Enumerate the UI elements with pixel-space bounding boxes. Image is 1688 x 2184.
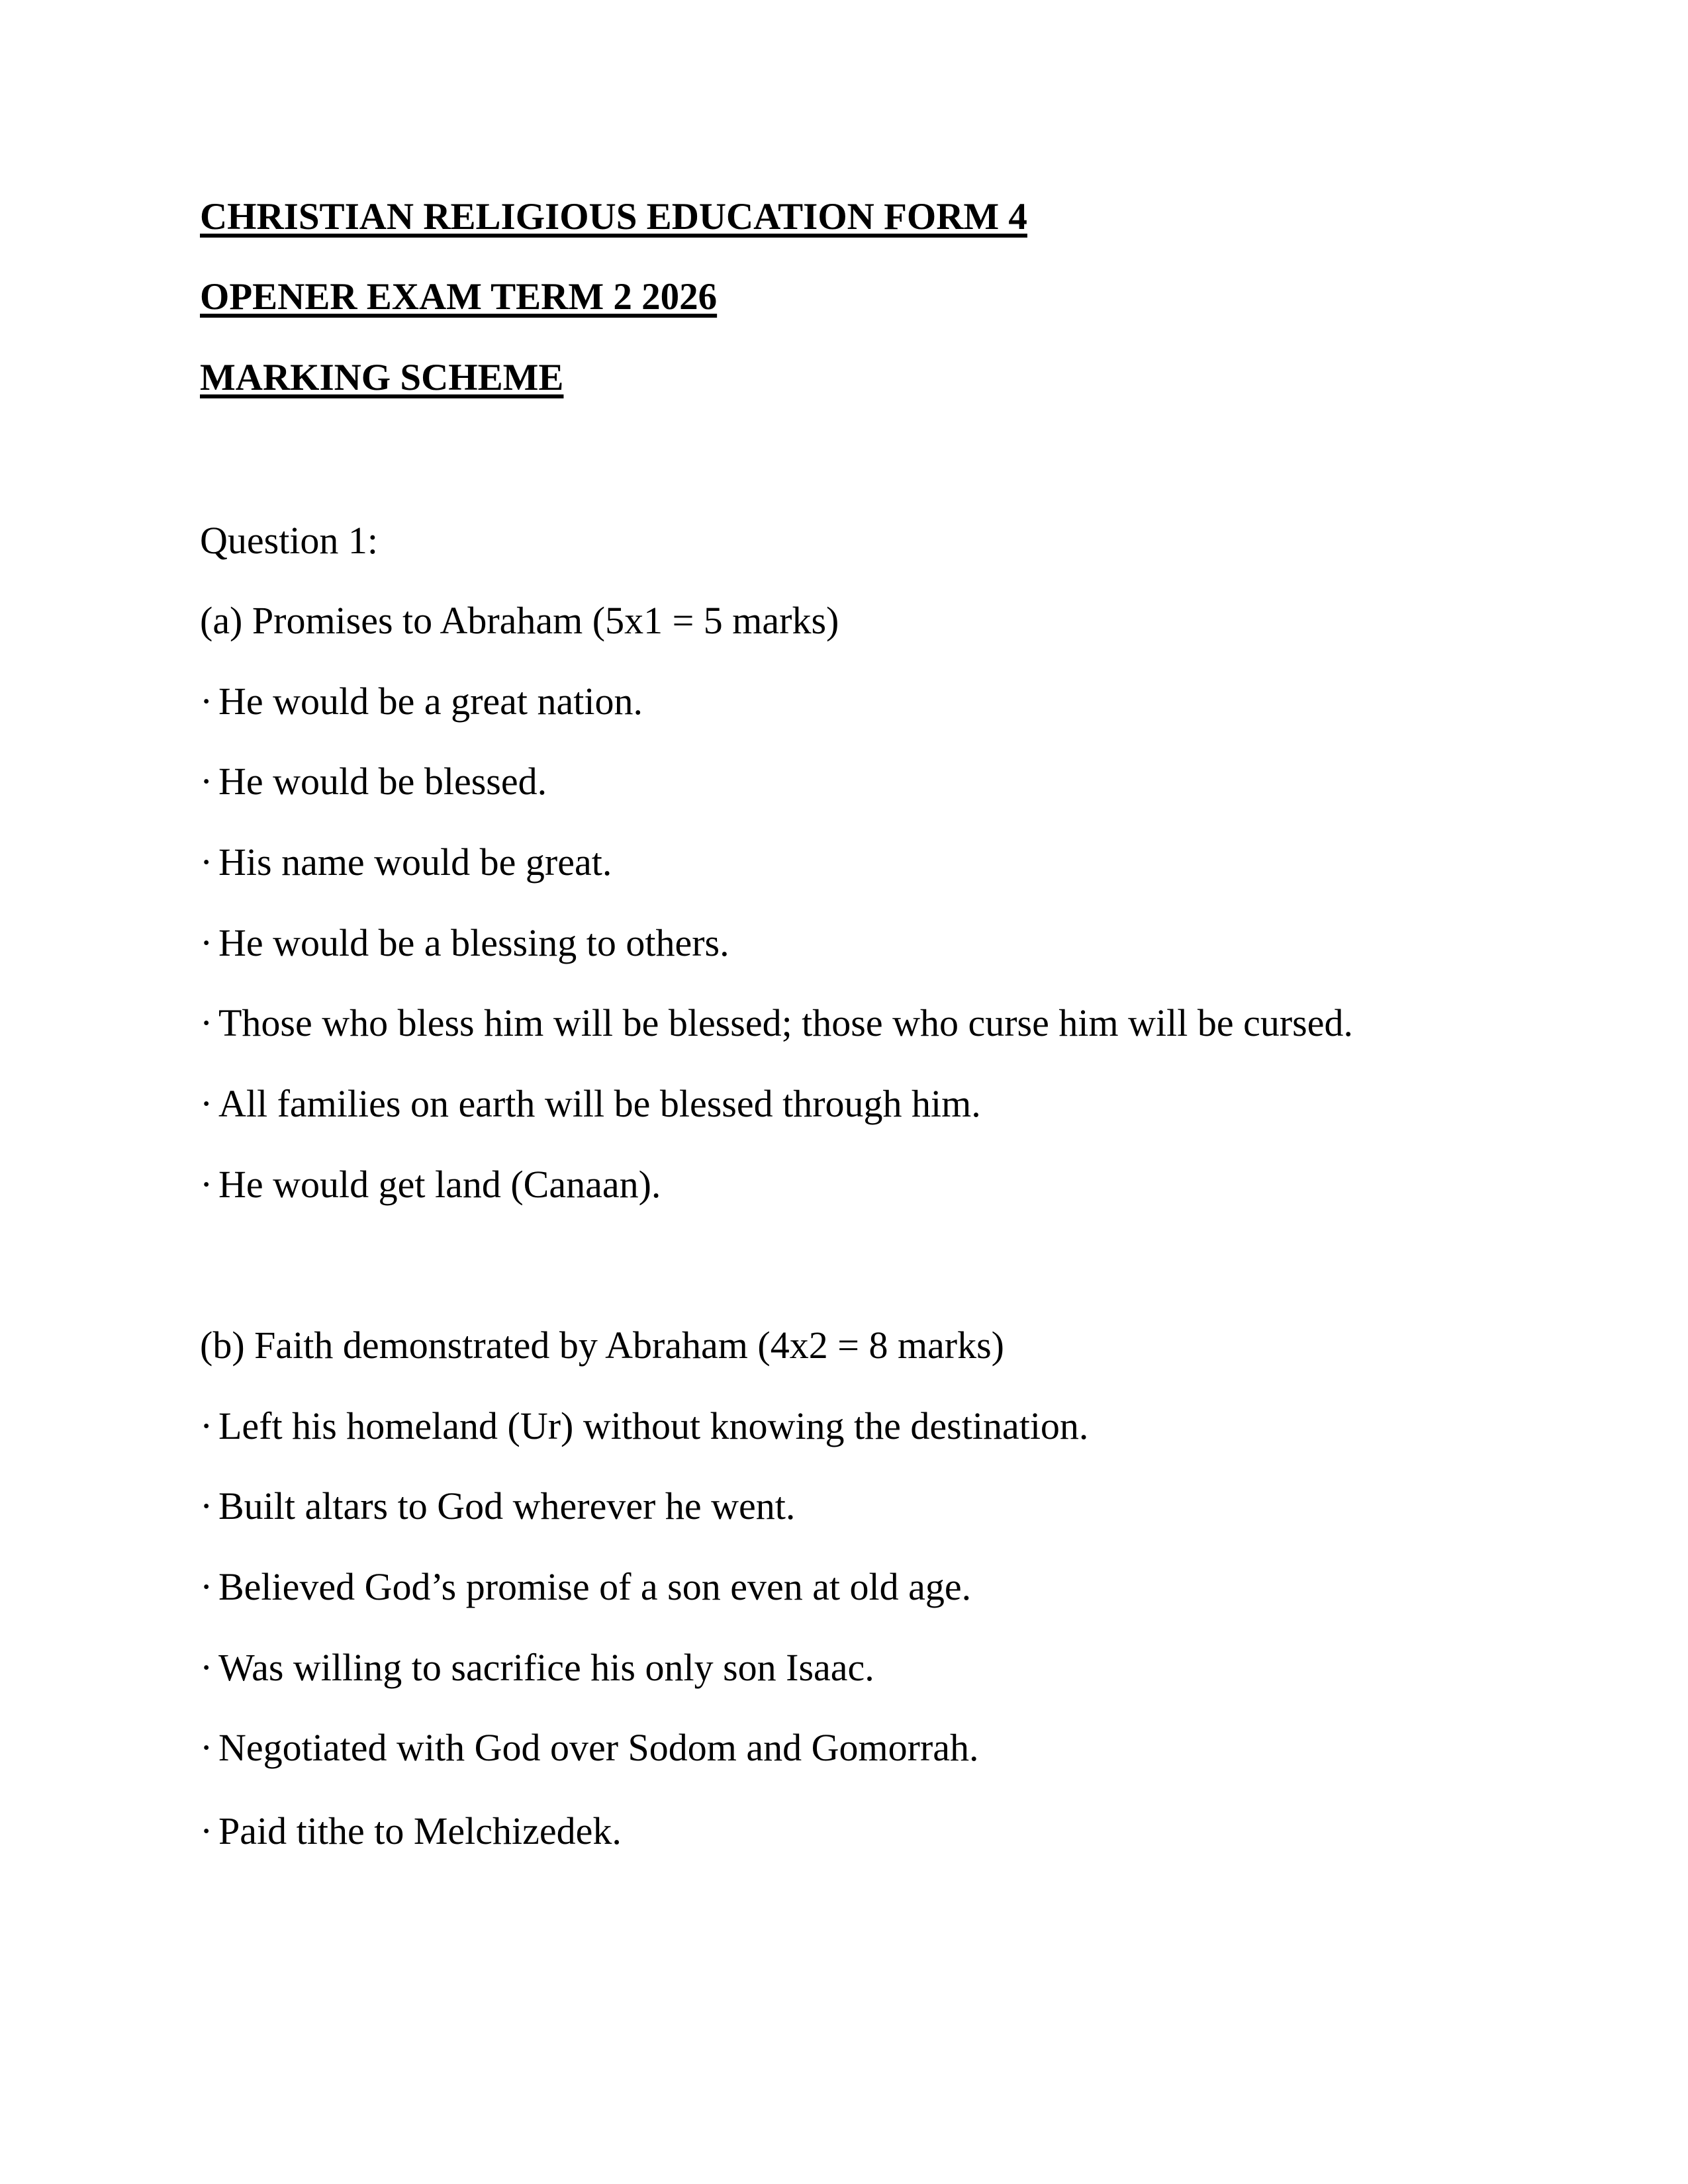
bullet-dot-icon: · [200,1484,213,1527]
bullet-dot-icon: · [200,1646,213,1689]
bullet-dot-icon: · [200,1082,213,1125]
bullet-dot-icon: · [200,1809,213,1852]
list-item [200,1809,622,1852]
list-item-text: Was willing to sacrifice his only son Isaac. [218,1646,874,1689]
list-item [200,1404,1089,1447]
list-item-text: He would get land (Canaan). [218,1163,661,1206]
section-b-title: (b) Faith demonstrated by Abraham (4x2 = 8 marks) [200,1324,1004,1367]
list-item [200,1001,1353,1044]
bullet-dot-icon: · [200,921,213,964]
marking-scheme-heading: MARKING SCHEME [200,357,564,398]
bullet-dot-icon: · [200,1404,213,1447]
bullet-dot-icon: · [200,680,213,723]
list-item [200,1565,972,1608]
bullet-dot-icon: · [200,760,213,803]
list-item-text: He would be a great nation. [218,680,643,723]
list-item [200,1484,796,1527]
list-item-text: He would be a blessing to others. [218,921,729,964]
list-item-text: Left his homeland (Ur) without knowing the destination. [218,1404,1089,1447]
list-item-text: Believed God’s promise of a son even at old age. [218,1565,972,1608]
bullet-dot-icon: · [200,841,213,884]
bullet-dot-icon: · [200,1163,213,1206]
list-item-text: His name would be great. [218,841,612,884]
list-item [200,843,612,882]
section-a-title: (a) Promises to Abraham (5x1 = 5 marks) [200,599,839,642]
list-item [200,1726,979,1769]
exam-subtitle: OPENER EXAM TERM 2 2026 [200,276,718,318]
bullet-dot-icon: · [200,1001,213,1044]
question-label: Question 1: [200,519,379,562]
list-item [200,1165,661,1204]
bullet-dot-icon: · [200,1726,213,1769]
list-item [200,1646,874,1689]
list-item-text: Built altars to God wherever he went. [218,1484,796,1527]
list-item [200,682,643,721]
list-item-text: He would be blessed. [218,760,547,803]
list-item [200,1082,981,1125]
list-item-text: Those who bless him will be blessed; those who curse him will be cursed. [218,1001,1353,1044]
document-title: CHRISTIAN RELIGIOUS EDUCATION FORM 4 [200,196,1027,238]
list-item [200,921,729,964]
list-item-text: All families on earth will be blessed through him. [218,1082,981,1125]
list-item [200,762,547,801]
list-item-text: Paid tithe to Melchizedek. [218,1809,622,1852]
list-item-text: Negotiated with God over Sodom and Gomorrah. [218,1726,979,1769]
bullet-dot-icon: · [200,1565,213,1608]
